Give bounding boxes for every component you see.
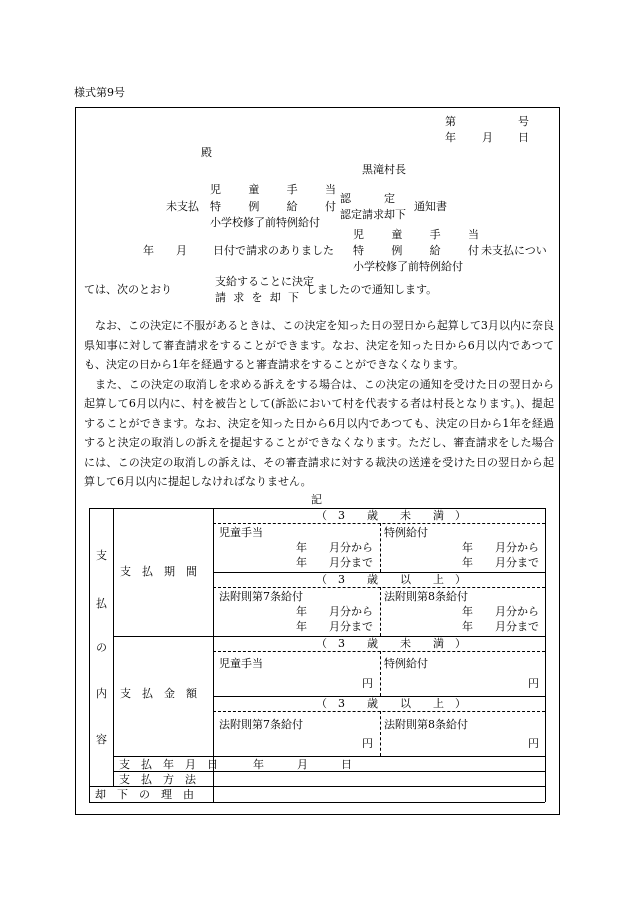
date-day: 日 — [518, 131, 529, 144]
pay-date-label: 支 払 年 月 日 — [119, 758, 218, 771]
title-stack2-line2: 認定請求却下 — [340, 208, 406, 221]
amount-tokurei-label: 特例給付 — [384, 657, 428, 670]
amount-under3-header: （ 3 歳 未 満 ） — [316, 637, 466, 650]
title-stack-line3: 小学校修了前特例給付 — [210, 216, 320, 229]
period-fusoku7-from: 年 月分から — [296, 605, 373, 618]
period-over3-header: （ 3 歳 以 上 ） — [316, 573, 466, 586]
period-tokurei-to: 年 月分まで — [462, 556, 539, 569]
body-stack-line1: 児 童 手 当 — [353, 228, 479, 241]
notice-para-2: また、この決定の取消しを求める訴えをする場合は、この決定の通知を受けた日の翌日から起算して6月以内に、村を被告として(訴訟において村を代表する者は村長となります。)、提起することができます。なお、決定を知った日から6月以内であつても、決定の日から1年を経過すると決定の取消しの訴えを提起することができなくなります。ただし、審査請求をした場合には、この決定の取消しの訴えは、その審査請求に対する裁決の送達を受けた日の翌日から起算して6月以内に提起しなければなりません。 — [84, 377, 554, 488]
side-label-4: 内 — [96, 687, 107, 700]
pay-date-value: 年 月 日 — [253, 758, 352, 771]
reject-reason-label: 却 下 の 理 由 — [95, 788, 194, 801]
body-stack4-line2: 請 求 を 却 下 — [215, 291, 299, 304]
title-prefix: 未支払 — [166, 200, 199, 213]
date-year: 年 — [445, 131, 456, 144]
side-label-2: 払 — [96, 597, 107, 610]
amount-fusoku7-label: 法附則第7条給付 — [219, 718, 303, 731]
amount-fusoku8-label: 法附則第8条給付 — [384, 718, 468, 731]
title-stack2-line1: 認 定 — [340, 192, 395, 205]
title-stack-line1: 児 童 手 当 — [210, 183, 336, 196]
number-go: 号 — [518, 115, 529, 128]
amount-label: 支 払 金 額 — [120, 687, 197, 700]
body-stack4-line1: 支給することに決定 — [215, 275, 314, 288]
body-line2-suffix: しましたので通知します。 — [306, 283, 438, 296]
title-stack-line2: 特 例 給 付 — [210, 200, 336, 213]
amount-jidou-yen: 円 — [362, 677, 373, 690]
body-stack-line3: 小学校修了前特例給付 — [353, 260, 463, 273]
amount-fusoku8-yen: 円 — [528, 737, 539, 750]
period-label: 支 払 期 間 — [120, 565, 197, 578]
amount-jidou-teate-label: 児童手当 — [219, 657, 263, 670]
addressee-suffix: 殿 — [201, 146, 212, 159]
amount-over3-header: （ 3 歳 以 上 ） — [316, 697, 466, 710]
notice-text — [84, 316, 554, 492]
period-tokurei-from: 年 月分から — [462, 541, 539, 554]
amount-fusoku7-yen: 円 — [362, 737, 373, 750]
ki-label: 記 — [311, 493, 322, 506]
title-suffix: 通知書 — [414, 200, 447, 213]
period-jidou-from: 年 月分から — [296, 541, 373, 554]
period-fusoku8-label: 法附則第8条給付 — [384, 590, 468, 603]
body-line2-prefix: ては、次のとおり — [84, 283, 172, 296]
body-line1-text: 日付で請求のありました — [213, 244, 334, 257]
period-fusoku8-from: 年 月分から — [462, 605, 539, 618]
form-label: 様式第9号 — [74, 86, 125, 99]
period-under3-header: （ 3 歳 未 満 ） — [316, 509, 466, 522]
period-fusoku7-to: 年 月分まで — [296, 620, 373, 633]
body-stack-line2: 特 例 給 付 — [353, 244, 479, 257]
issuer-name: 黒滝村長 — [362, 163, 406, 176]
date-month: 月 — [482, 131, 493, 144]
body-year: 年 — [143, 244, 154, 257]
body-line1-suffix: 未支払につい — [481, 244, 547, 257]
amount-tokurei-yen: 円 — [528, 677, 539, 690]
period-fusoku8-to: 年 月分まで — [462, 620, 539, 633]
side-label-3: の — [96, 641, 107, 654]
period-tokurei-label: 特例給付 — [384, 526, 428, 539]
notice-para-1: なお、この決定に不服があるときは、この決定を知った日の翌日から起算して3月以内に奈良県知事に対して審査請求をすることができます。なお、決定を知った日から6月以内であつても、決定の日から1年を経過すると審査請求をすることができなくなります。 — [84, 319, 554, 371]
side-label-1: 支 — [96, 549, 107, 562]
period-jidou-to: 年 月分まで — [296, 556, 373, 569]
side-label-5: 容 — [96, 733, 107, 746]
body-month: 月 — [176, 244, 187, 257]
period-jidou-teate-label: 児童手当 — [219, 526, 263, 539]
pay-method-label: 支 払 方 法 — [119, 773, 196, 786]
period-fusoku7-label: 法附則第7条給付 — [219, 590, 303, 603]
number-dai: 第 — [445, 115, 456, 128]
